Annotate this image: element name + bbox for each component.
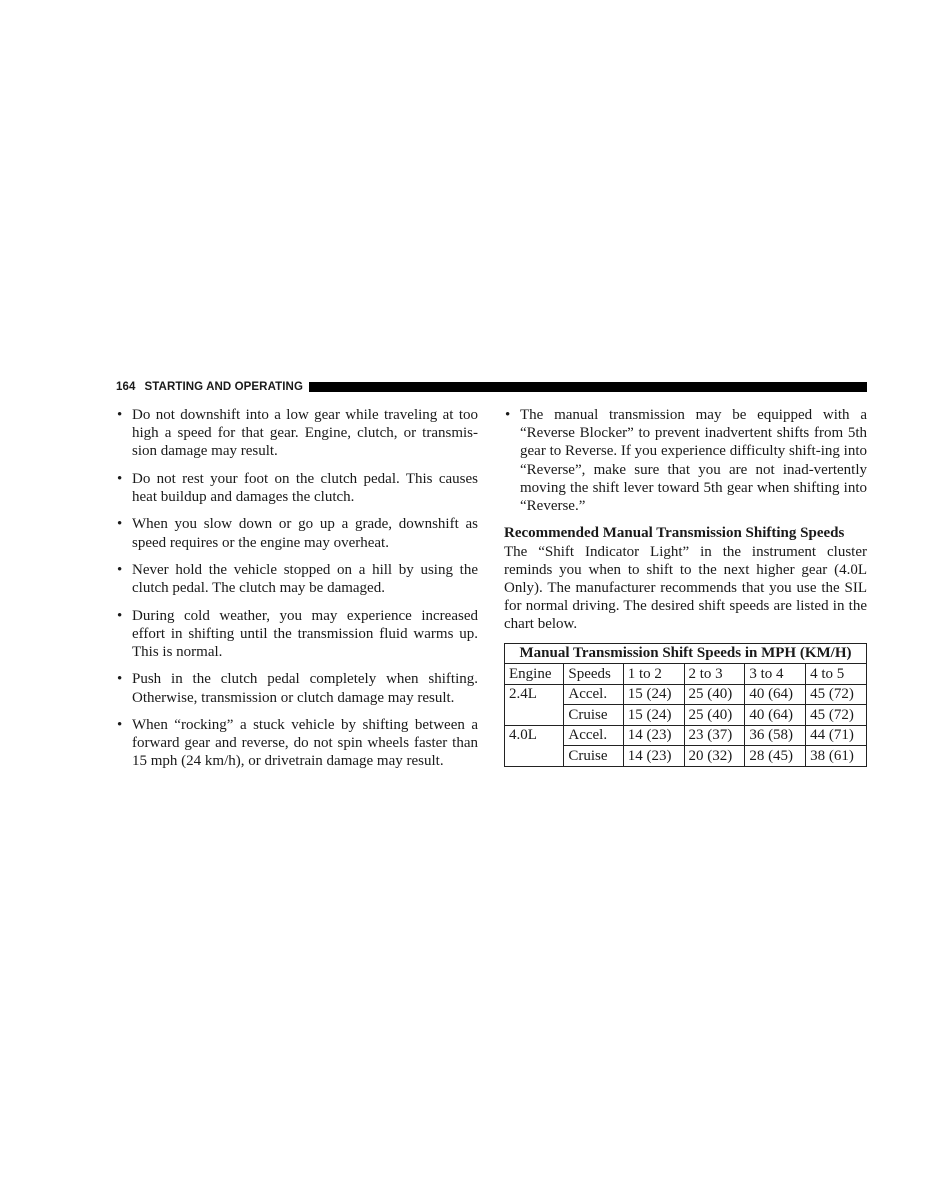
- bullet-icon: •: [117, 607, 123, 624]
- table-cell: 20 (32): [684, 746, 745, 767]
- table-cell: 28 (45): [745, 746, 806, 767]
- list-item: [116, 607, 478, 662]
- bullet-icon: •: [117, 516, 123, 533]
- section-title: STARTING AND OPERATING: [144, 381, 304, 393]
- table-cell: 40 (64): [745, 705, 806, 726]
- bullet-text: During cold weather, you may experience increased effort in shifting until the transmission fluid warms up. This is normal.: [132, 607, 478, 660]
- list-item: [504, 406, 867, 515]
- list-item: [116, 470, 478, 506]
- table-cell: 45 (72): [806, 705, 867, 726]
- list-item: [116, 670, 478, 706]
- bullet-icon: •: [505, 407, 511, 423]
- bullet-text: When “rocking” a stuck vehicle by shifting between a forward gear and reverse, do not spin wheels faster than 15 mph (24 km/h), or drivetrain damage may result.: [132, 716, 478, 770]
- table-cell: 15 (24): [623, 684, 684, 705]
- column-header: Speeds: [564, 664, 623, 685]
- list-item: [116, 561, 478, 597]
- bullet-text: Do not rest your foot on the clutch pedal. This causes heat buildup and damages the clutch.: [132, 470, 478, 505]
- bullet-text: Never hold the vehicle stopped on a hill by using the clutch pedal. The clutch may be damaged.: [132, 561, 478, 597]
- table-cell: 44 (71): [806, 725, 867, 746]
- table-cell: 45 (72): [806, 684, 867, 705]
- engine-cell: 2.4L: [505, 684, 564, 725]
- page-number: 164: [116, 381, 136, 393]
- column-header: 1 to 2: [623, 664, 684, 685]
- list-item: [116, 406, 478, 461]
- right-column: [504, 406, 867, 767]
- table-header-row: [505, 664, 867, 685]
- column-header: 3 to 4: [745, 664, 806, 685]
- bullet-text: Do not downshift into a low gear while traveling at too high a speed for that gear. Engine, clutch, or transmis-sion damage may result.: [132, 407, 478, 460]
- section-heading: Recommended Manual Transmission Shifting Speeds: [504, 525, 845, 542]
- table-cell: 38 (61): [806, 746, 867, 767]
- table-caption: Manual Transmission Shift Speeds in MPH (KM/H): [505, 643, 867, 664]
- bullet-text: Push in the clutch pedal completely when shifting. Otherwise, transmission or clutch damage may result.: [132, 671, 478, 706]
- mode-cell: Accel.: [564, 725, 623, 746]
- column-header: 4 to 5: [806, 664, 867, 685]
- bullet-text: The manual transmission may be equipped with a “Reverse Blocker” to prevent inadvertent shifts from 5th gear to Reverse. If you experience difficulty shift-ing into “Reverse”, make sure that you are not inad-vertently moving the shift lever toward 5th gear when shifting into “Reverse.”: [520, 407, 867, 515]
- mode-cell: Accel.: [564, 684, 623, 705]
- mode-cell: Cruise: [564, 705, 623, 726]
- header-rule: [309, 382, 867, 392]
- column-header: 2 to 3: [684, 664, 745, 685]
- table-cell: 25 (40): [684, 705, 745, 726]
- column-header: Engine: [505, 664, 564, 685]
- mode-cell: Cruise: [564, 746, 623, 767]
- list-item: [116, 716, 478, 771]
- table-cell: 25 (40): [684, 684, 745, 705]
- right-bullet-list: [504, 406, 867, 515]
- table-row: [505, 725, 867, 746]
- bullet-text: When you slow down or go up a grade, downshift as speed requires or the engine may overheat.: [132, 516, 478, 551]
- bullet-icon: •: [117, 561, 123, 578]
- left-column: [116, 406, 478, 780]
- bullet-icon: •: [117, 671, 123, 688]
- bullet-icon: •: [117, 716, 123, 733]
- bullet-icon: •: [117, 407, 123, 423]
- table-row: [505, 684, 867, 705]
- table-cell: 36 (58): [745, 725, 806, 746]
- table-cell: 15 (24): [623, 705, 684, 726]
- left-bullet-list: [116, 406, 478, 771]
- shift-speeds-table: [504, 643, 867, 767]
- table-cell: 23 (37): [684, 725, 745, 746]
- page-header: [116, 380, 867, 394]
- section-body: The “Shift Indicator Light” in the instrument cluster reminds you when to shift to the next higher gear (4.0L Only). The manufacturer recommends that you use the SIL for normal driving. The desired shift speeds are listed in the chart below.: [504, 543, 867, 633]
- table-cell: 14 (23): [623, 746, 684, 767]
- bullet-icon: •: [117, 470, 123, 487]
- table-cell: 14 (23): [623, 725, 684, 746]
- table-cell: 40 (64): [745, 684, 806, 705]
- engine-cell: 4.0L: [505, 725, 564, 766]
- table-caption-row: [505, 643, 867, 664]
- list-item: [116, 515, 478, 551]
